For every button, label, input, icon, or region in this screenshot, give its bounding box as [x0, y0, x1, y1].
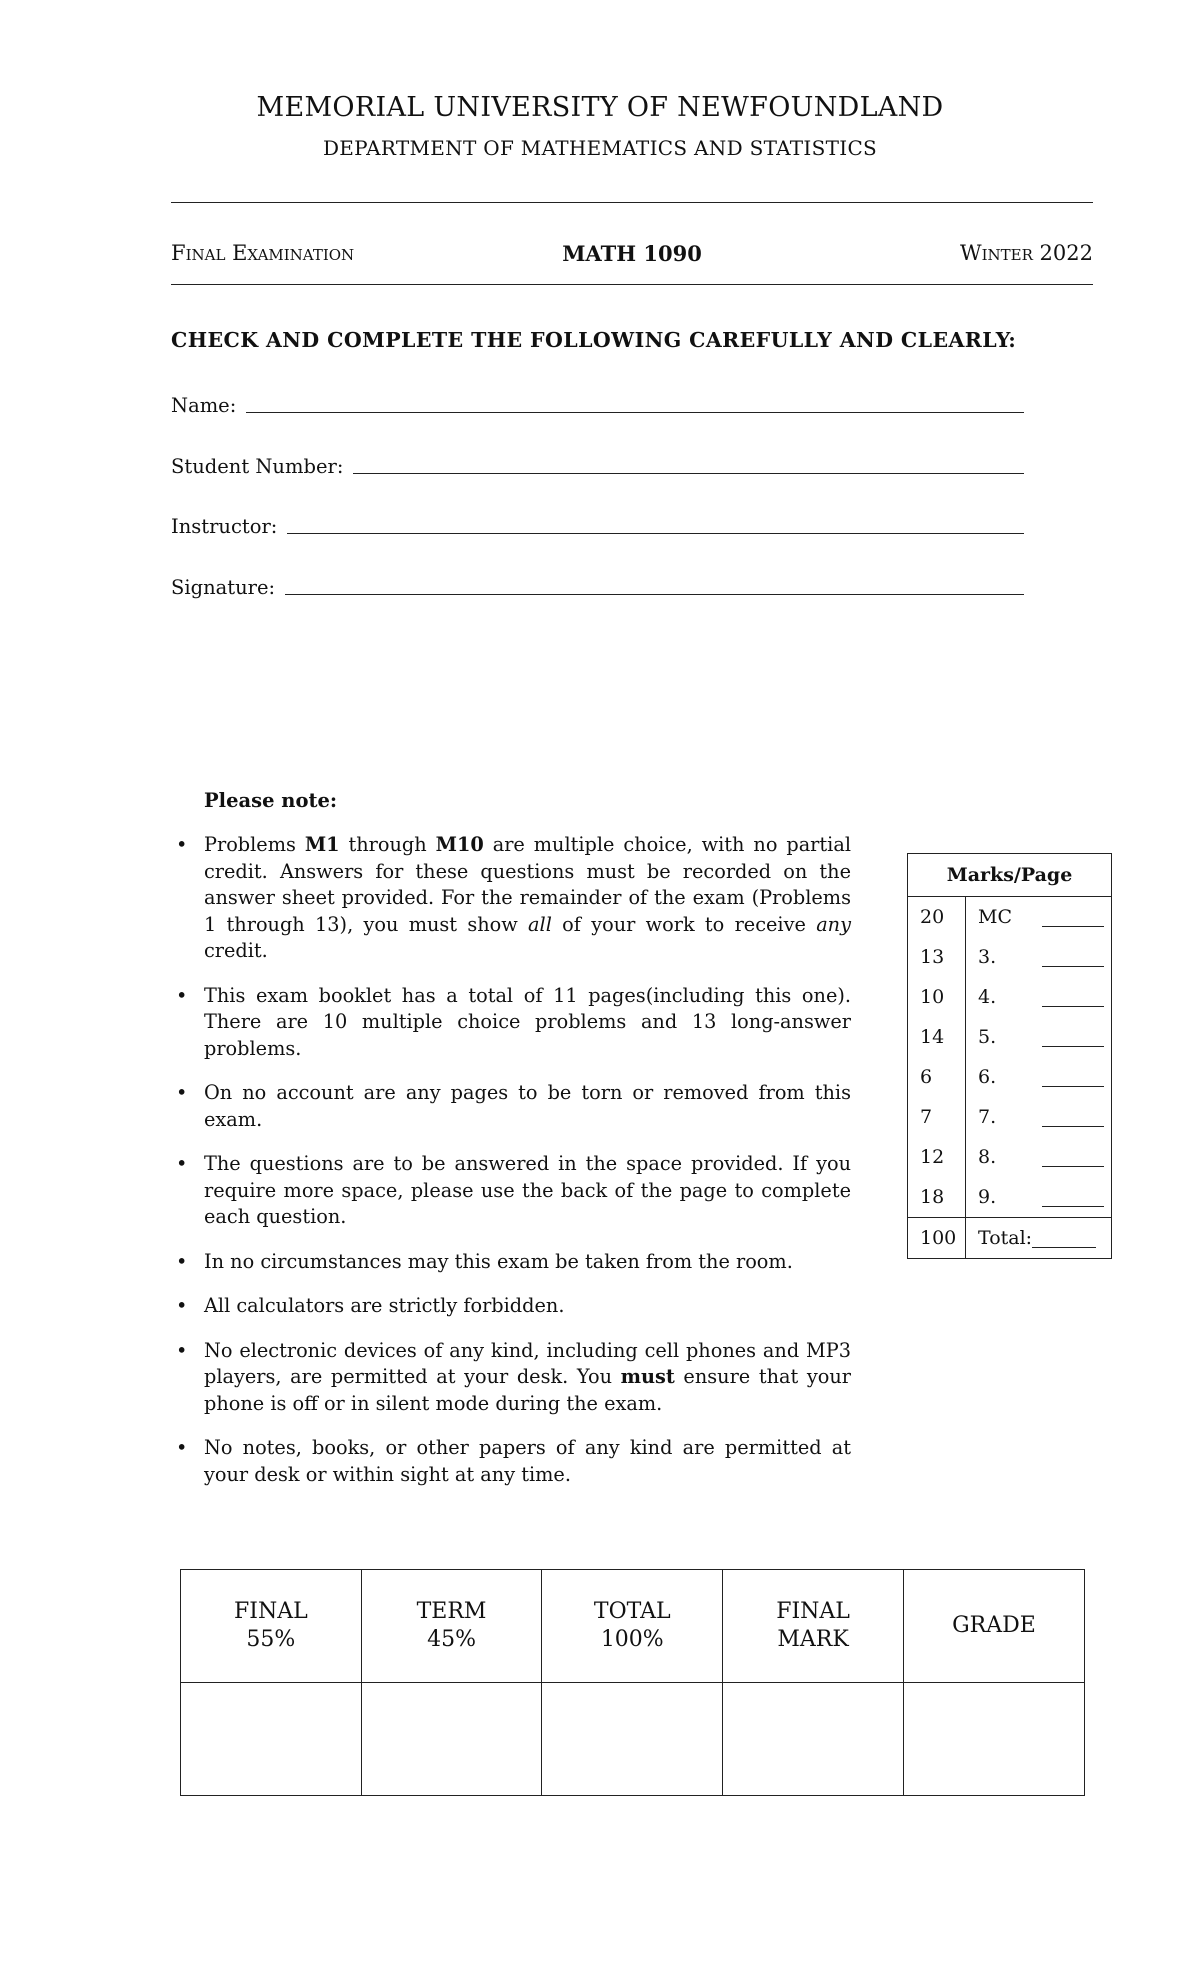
grade-entry-row [181, 1683, 1085, 1796]
name-label: Name: [171, 394, 237, 417]
marks-per-page-table [907, 853, 1112, 1259]
grade-summary-table [180, 1569, 1085, 1796]
notes-list [171, 832, 851, 1506]
exam-term: Winter 2022 [959, 241, 1093, 265]
note-no-removal: • On no account are any pages to be torn or removed from this exam. [171, 1080, 851, 1133]
grade-header-row [181, 1570, 1085, 1683]
final-55-header: FINAL 55% [181, 1570, 362, 1683]
note-no-papers: • No notes, books, or other papers of any kind are permitted at your desk or within sight at any time. [171, 1435, 851, 1488]
term-45-header: TERM 45% [361, 1570, 542, 1683]
marks-row: 7 7. [908, 1097, 1112, 1137]
score-blank[interactable] [1042, 1046, 1104, 1047]
marks-row: 10 4. [908, 977, 1112, 1017]
course-code: MATH 1090 [562, 241, 702, 266]
final-mark-header: FINAL MARK [723, 1570, 904, 1683]
score-blank[interactable] [1042, 1086, 1104, 1087]
grade-header: GRADE [903, 1570, 1084, 1683]
name-input-line[interactable] [246, 412, 1024, 413]
score-blank[interactable] [1042, 966, 1104, 967]
signature-input-line[interactable] [285, 594, 1024, 595]
marks-row: 18 9. [908, 1177, 1112, 1218]
note-calculators: • All calculators are strictly forbidden. [171, 1293, 851, 1320]
please-note-heading: Please note: [204, 789, 338, 812]
signature-field[interactable] [171, 569, 1024, 599]
marks-row: 12 8. [908, 1137, 1112, 1177]
final-55-cell[interactable] [181, 1683, 362, 1796]
note-answer-space: • The questions are to be answered in the space provided. If you require more space, please use the back of the page to complete each question. [171, 1151, 851, 1231]
note-multiple-choice: • Problems M1 through M10 are multiple choice, with no partial credit. Answers for these questions must be recorded on the answer sheet provided. For the remainder of the exam (Problems 1 through 13), you must show all of your work to receive any credit. [171, 832, 851, 965]
instructor-label: Instructor: [171, 515, 278, 538]
name-field[interactable] [171, 387, 1024, 417]
score-blank[interactable] [1042, 1006, 1104, 1007]
note-stay-in-room: • In no circumstances may this exam be taken from the room. [171, 1249, 851, 1276]
signature-label: Signature: [171, 576, 276, 599]
note-page-count: • This exam booklet has a total of 11 pages(including this one). There are 10 multiple choice problems and 13 long-answer problems. [171, 983, 851, 1063]
marks-table-title: Marks/Page [908, 854, 1112, 897]
instructor-input-line[interactable] [287, 533, 1024, 534]
student-number-field[interactable] [171, 448, 1024, 478]
note-electronic-devices: • No electronic devices of any kind, including cell phones and MP3 players, are permitted at your desk. You must ensure that your phone is off or in silent mode during the exam. [171, 1338, 851, 1418]
marks-row: 14 5. [908, 1017, 1112, 1057]
student-number-input-line[interactable] [353, 473, 1024, 474]
score-blank[interactable] [1042, 926, 1104, 927]
marks-total-row: 100 Total: [908, 1218, 1112, 1259]
marks-row: 20 MC [908, 897, 1112, 938]
marks-row: 6 6. [908, 1057, 1112, 1097]
final-mark-cell[interactable] [723, 1683, 904, 1796]
student-number-label: Student Number: [171, 455, 344, 478]
header-top-rule [171, 202, 1093, 203]
department-name: DEPARTMENT OF MATHEMATICS AND STATISTICS [322, 136, 878, 160]
term-45-cell[interactable] [361, 1683, 542, 1796]
marks-row: 13 3. [908, 937, 1112, 977]
university-name: MEMORIAL UNIVERSITY OF NEWFOUNDLAND [256, 92, 944, 123]
total-100-cell[interactable] [542, 1683, 723, 1796]
total-100-header: TOTAL 100% [542, 1570, 723, 1683]
instructor-field[interactable] [171, 508, 1024, 538]
score-blank[interactable] [1042, 1206, 1104, 1207]
exam-type: Final Examination [171, 241, 355, 265]
header-bottom-rule [171, 284, 1093, 285]
score-blank[interactable] [1042, 1126, 1104, 1127]
instructions-heading: CHECK AND COMPLETE THE FOLLOWING CAREFULLY AND CLEARLY: [171, 328, 1017, 352]
total-score-blank[interactable] [1032, 1247, 1096, 1248]
grade-cell[interactable] [903, 1683, 1084, 1796]
score-blank[interactable] [1042, 1166, 1104, 1167]
